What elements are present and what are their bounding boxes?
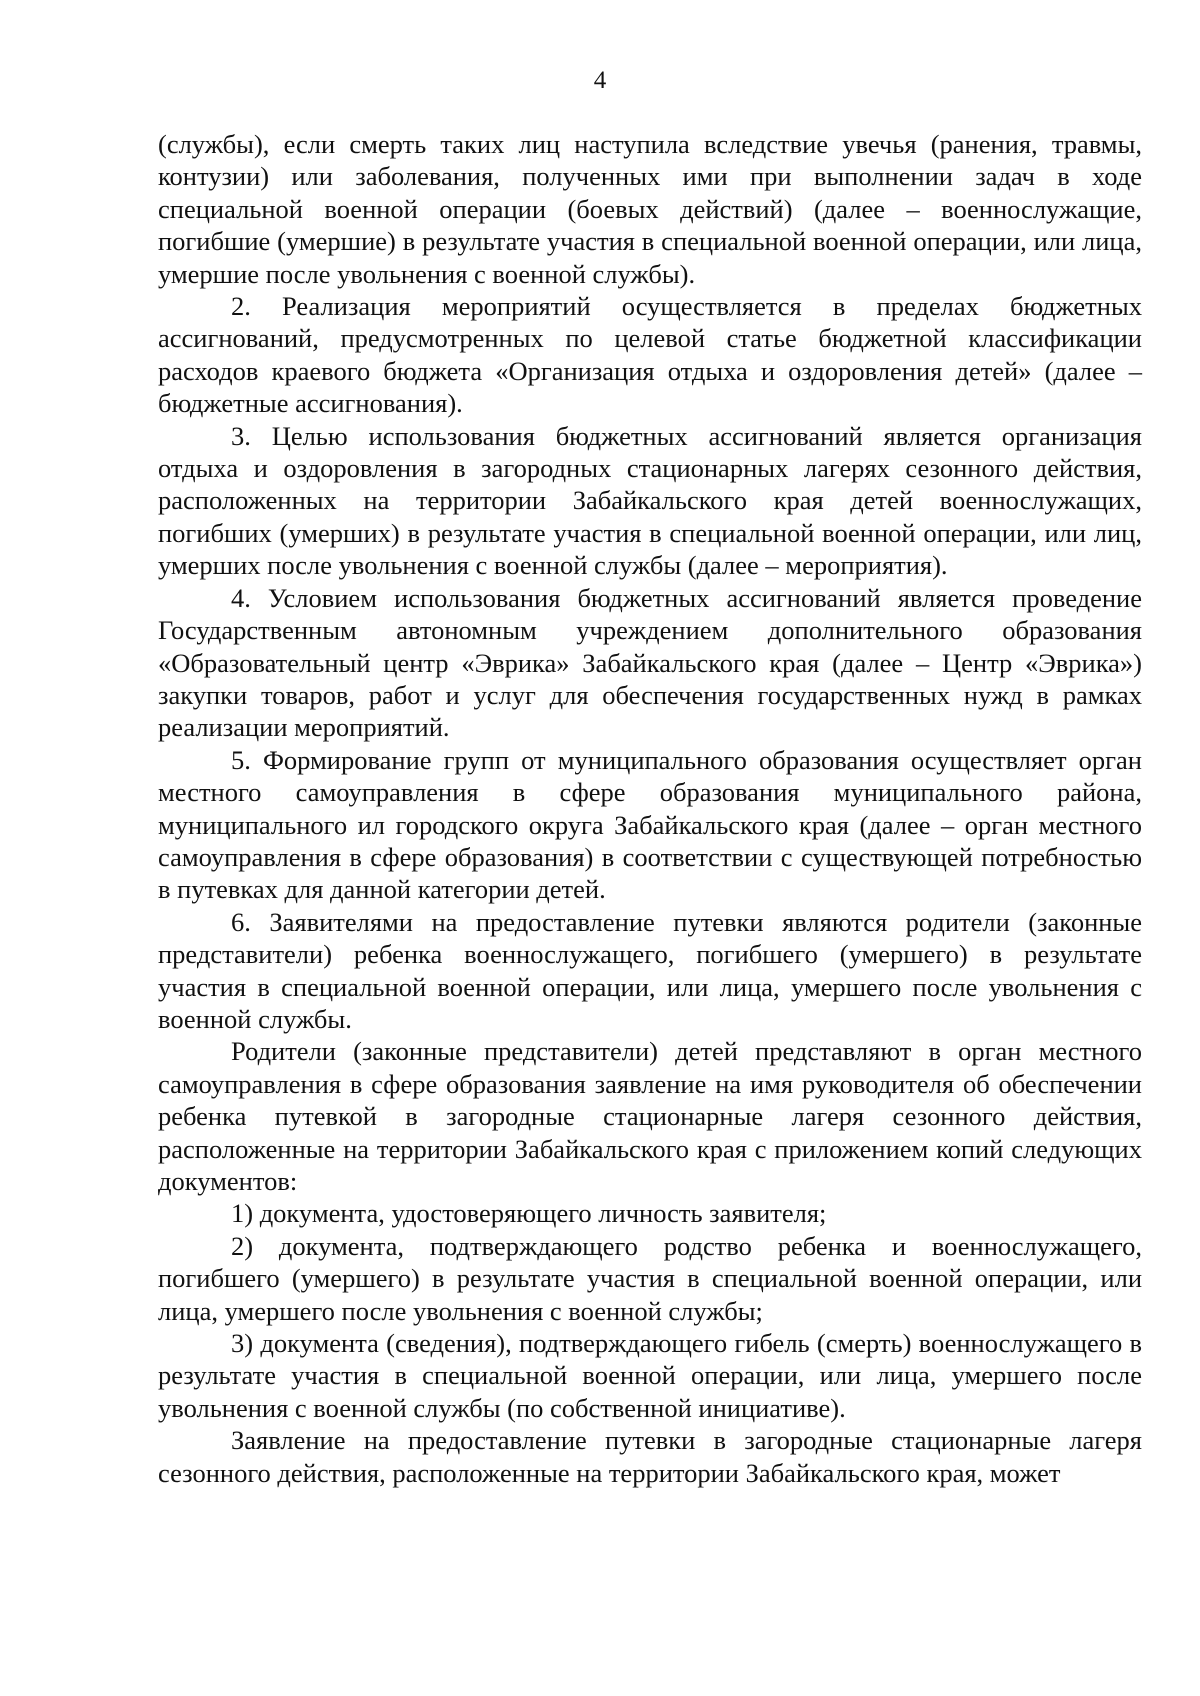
document-list-item-2: 2) документа, подтверждающего родство ребенка и военнослужащего, погибшего (умершего) в результате участия в специальной военной операции, или лица, умершего после увольнения с военной службы; bbox=[158, 1230, 1142, 1326]
paragraph-item-4: 4. Условием использования бюджетных ассигнований является проведение Государственным автономным учреждением дополнительного образования «Образовательный центр «Эврика» Забайкальского края (далее – Центр «Эврика») закупки товаров, работ и услуг для обеспечения государственных нужд в рамках реализации мероприятий. bbox=[158, 582, 1142, 743]
paragraph-item-3: 3. Целью использования бюджетных ассигнований является организация отдыха и оздоровления в загородных стационарных лагерях сезонного действия, расположенных на территории Забайкальского края детей военнослужащих, погибших (умерших) в результате участия в специальной военной операции, или лиц, умерших после увольнения с военной службы (далее – мероприятия). bbox=[158, 420, 1142, 581]
paragraph-parents-application: Родители (законные представители) детей представляют в орган местного самоуправления в сфере образования заявление на имя руководителя об обеспечении ребенка путевкой в загородные стационарные лагеря сезонного действия, расположенные на территории Забайкальского края с приложением копий следующих документов: bbox=[158, 1036, 1142, 1196]
paragraph-application-submission: Заявление на предоставление путевки в загородные стационарные лагеря сезонного действия, расположенные на территории Забайкальского края, может bbox=[158, 1425, 1142, 1488]
document-list-item-3: 3) документа (сведения), подтверждающего гибель (смерть) военнослужащего в результате участия в специальной военной операции, или лица, умершего после увольнения с военной службы (по собственной инициативе). bbox=[158, 1328, 1142, 1423]
paragraph-item-5: 5. Формирование групп от муниципального образования осуществляет орган местного самоуправления в сфере образования муниципального района, муниципального ил городского округа Забайкальского края (далее – орган местного самоуправления в сфере образования) в соответствии с существующей потребностью в путевках для данной категории детей. bbox=[158, 744, 1142, 905]
paragraph-continuation: (службы), если смерть таких лиц наступила вследствие увечья (ранения, травмы, контузии) или заболевания, полученных ими при выполнении задач в ходе специальной военной операции (боевых действий) (далее – военнослужащие, погибшие (умершие) в результате участия в специальной военной операции, или лица, умершие после увольнения с военной службы). bbox=[158, 129, 1142, 289]
paragraph-item-2: 2. Реализация мероприятий осуществляется в пределах бюджетных ассигнований, предусмотренных по целевой статье бюджетной классификации расходов краевого бюджета «Организация отдыха и оздоровления детей» (далее – бюджетные ассигнования). bbox=[158, 291, 1142, 419]
document-body bbox=[158, 128, 1142, 1489]
page-number: 4 bbox=[593, 67, 607, 94]
paragraph-item-6: 6. Заявителями на предоставление путевки являются родители (законные представители) ребенка военнослужащего, погибшего (умершего) в результате участия в специальной военной операции, или лица, умершего после увольнения с военной службы. bbox=[158, 906, 1142, 1034]
document-list-item-1: 1) документа, удостоверяющего личность заявителя; bbox=[231, 1198, 827, 1229]
